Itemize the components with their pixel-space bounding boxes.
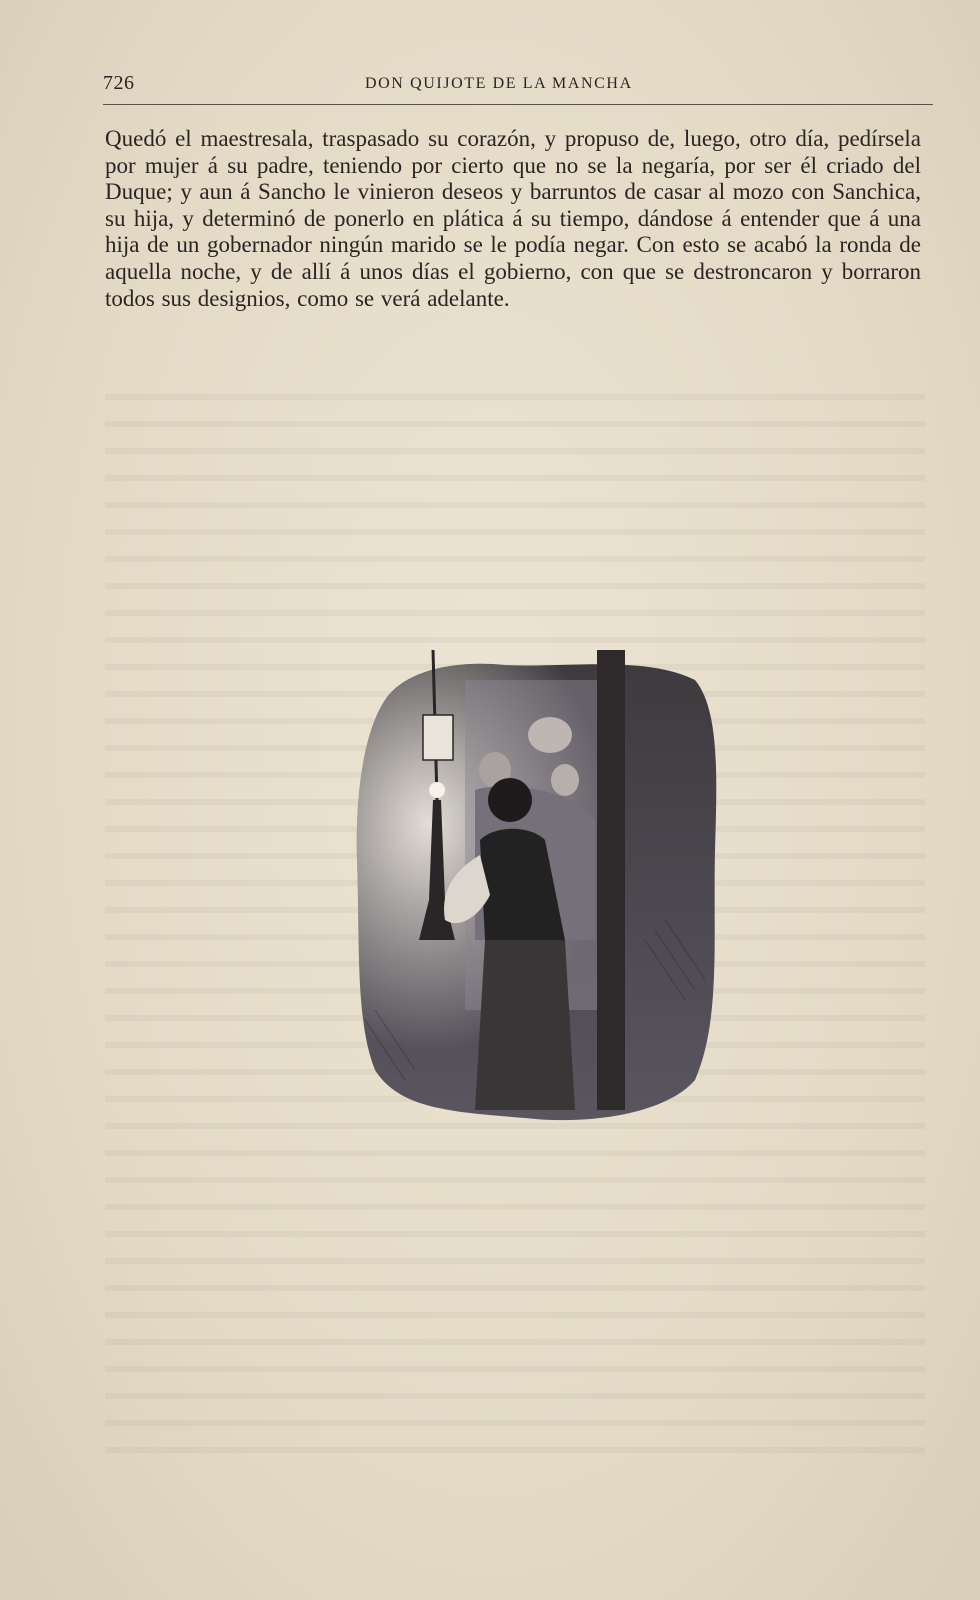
engraving-night-scene-illustration (345, 640, 725, 1125)
body-text (105, 126, 921, 312)
lamp-shade (423, 715, 453, 760)
illustration-icon (345, 640, 725, 1125)
door-pillar (597, 650, 625, 1110)
paragraph: Quedó el maestresala, traspasado su corazón, y propuso de, luego, otro día, pedírsela por mujer á su padre, teniendo por cierto que no se la negaría, por ser él criado del Duque; y aun á Sancho le vinieron deseos y barruntos de casar al mozo con Sanchica, su hija, y determinó de ponerlo en plática á su tiempo, dándose á entender que á una hija de un gobernador ningún marido se le podía negar. Con esto se acabó la ronda de aquella noche, y de allí á unos días el gobierno, con que se destroncaron y borraron todos sus designios, como se verá adelante. (105, 126, 921, 311)
foreground-head (488, 778, 532, 822)
header-rule (103, 104, 933, 105)
figure-head-1 (528, 717, 572, 753)
figure-head-3 (551, 764, 579, 796)
candle-flame (429, 782, 445, 798)
running-title: DON QUIJOTE DE LA MANCHA (365, 75, 633, 92)
foreground-skirt (475, 940, 575, 1110)
page-number: 726 (103, 72, 135, 94)
page-header (103, 70, 933, 100)
